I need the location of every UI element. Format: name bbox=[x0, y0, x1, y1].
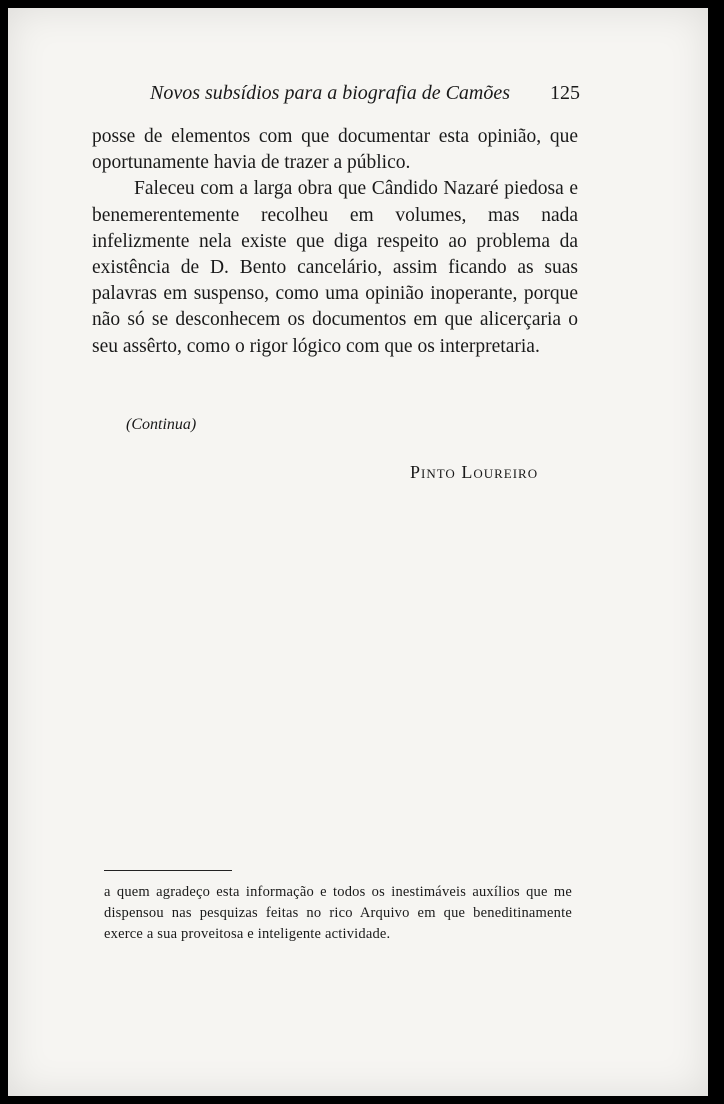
continua-note: (Continua) bbox=[126, 416, 197, 433]
page-header bbox=[150, 82, 580, 110]
body-text bbox=[92, 124, 578, 360]
footnote bbox=[104, 882, 572, 945]
running-head: Novos subsídios para a biografia de Camões bbox=[150, 82, 511, 104]
paragraph-2: Faleceu com a larga obra que Cândido Nazaré piedosa e benemerentemente recolheu em volumes, mas nada infelizmente nela existe que diga respeito ao problema da existência de D. Bento cancelário, assim ficando as suas palavras em suspenso, como uma opinião inoperante, porque não só se desconhecem os documentos em que alicerçaria o seu assêrto, como o rigor lógico com que os interpretaria. bbox=[92, 178, 578, 357]
author-signature: Pinto Loureiro bbox=[410, 462, 539, 482]
document-page bbox=[8, 8, 708, 1096]
footnote-text: a quem agradeço esta informação e todos os inestimáveis auxílios que me dispensou nas pesquizas feitas no rico Arquivo em que beneditinamente exerce a sua proveitosa e inteligente actividade. bbox=[104, 884, 572, 942]
page-number: 125 bbox=[550, 82, 580, 104]
paragraph-1: posse de elementos com que documentar esta opinião, que oportunamente havia de trazer a público. bbox=[92, 126, 578, 174]
footnote-divider bbox=[104, 870, 232, 871]
